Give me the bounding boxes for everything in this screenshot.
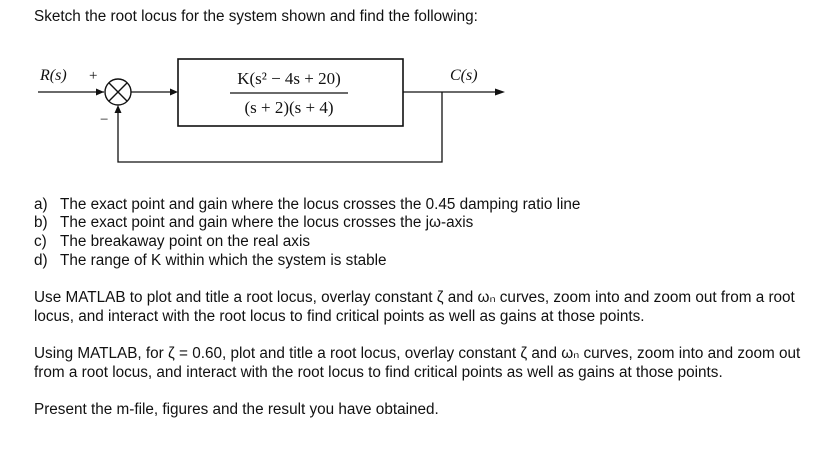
question-c-text: The breakaway point on the real axis — [60, 233, 310, 250]
input-label: R(s) — [40, 67, 67, 84]
question-a — [34, 195, 580, 214]
matlab-instructions-1: Use MATLAB to plot and title a root locus, overlay constant ζ and ωₙ curves, zoom into and zoom out from a root locus, and interact with the root locus to find critical points as well as gains at those points. — [34, 289, 795, 325]
question-a-label: a) — [34, 196, 48, 213]
output-label: C(s) — [450, 67, 478, 84]
plus-sign: + — [89, 68, 98, 84]
matlab-instructions-2: Using MATLAB, for ζ = 0.60, plot and title a root locus, overlay constant ζ and ωₙ curves, zoom into and zoom out from a root locus, and interact with the root locus to find critical points as well as gains at those points. — [34, 345, 801, 381]
question-d — [34, 251, 387, 270]
question-d-label: d) — [34, 252, 48, 269]
problem-title: Sketch the root locus for the system shown and find the following: — [34, 8, 478, 25]
input-arrowhead — [96, 89, 104, 96]
deliverables-note: Present the m-file, figures and the result you have obtained. — [34, 401, 439, 418]
forward-arrowhead — [170, 89, 178, 96]
feedback-arrowhead — [115, 105, 122, 113]
question-b-label: b) — [34, 214, 48, 231]
denominator: (s + 2)(s + 4) — [244, 98, 334, 117]
output-arrowhead — [495, 89, 505, 96]
question-c-label: c) — [34, 233, 47, 250]
question-c — [34, 232, 310, 251]
question-b-text: The exact point and gain where the locus crosses the jω-axis — [60, 214, 474, 231]
question-a-text: The exact point and gain where the locus crosses the 0.45 damping ratio line — [60, 196, 581, 213]
question-b — [34, 213, 473, 232]
question-d-text: The range of K within which the system is stable — [60, 252, 387, 269]
minus-sign: − — [100, 112, 109, 128]
numerator: K(s² − 4s + 20) — [237, 69, 341, 88]
